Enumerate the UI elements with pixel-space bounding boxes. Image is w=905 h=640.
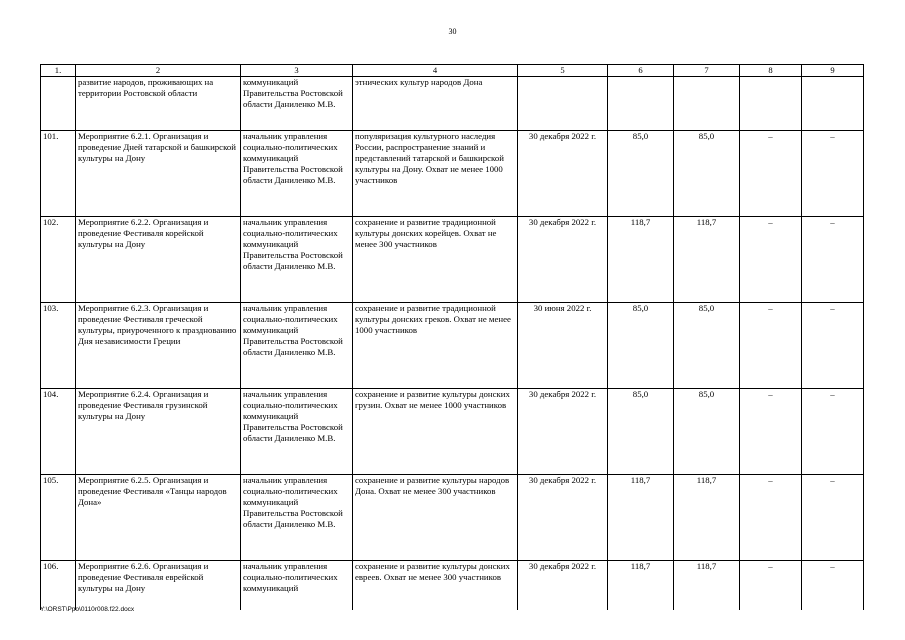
expected-result: сохранение и развитие культуры донских евреев. Охват не менее 300 участников (353, 561, 518, 621)
responsible-person: начальник управления социально-политических коммуникаций Правительства Ростовской области Даниленко М.В. (241, 475, 353, 561)
page-number: 30 (448, 27, 457, 36)
responsible-person: начальник управления социально-политических коммуникаций Правительства Ростовской области Даниленко М.В. (241, 131, 353, 217)
responsible-person: начальник управления социально-политических коммуникаций Правительства Ростовской области Даниленко М.В. (241, 389, 353, 475)
row-number: 106. (41, 561, 76, 621)
column-header-5: 5 (518, 65, 608, 77)
continuation-responsible-cell: коммуникаций Правительства Ростовской области Даниленко М.В. (241, 77, 353, 131)
value-col9: – (802, 389, 864, 475)
value-col7: 85,0 (674, 303, 740, 389)
expected-result: популяризация культурного наследия России, распространение знаний и представлений татарской и башкирской культуры на Дону. Охват не менее 1000 участников (353, 131, 518, 217)
continuation-name-cell: развитие народов, проживающих на территории Ростовской области (76, 77, 241, 131)
plan-table (40, 64, 864, 621)
responsible-person: начальник управления социально-политических коммуникаций Правительства Ростовской области Даниленко М.В. (241, 303, 353, 389)
deadline-date: 30 июня 2022 г. (518, 303, 608, 389)
value-col8: – (740, 561, 802, 621)
value-col9: – (802, 561, 864, 621)
deadline-date: 30 декабря 2022 г. (518, 131, 608, 217)
value-col8: – (740, 475, 802, 561)
value-col8: – (740, 131, 802, 217)
responsible-person: начальник управления социально-политических коммуникаций (241, 561, 353, 621)
row-number: 103. (41, 303, 76, 389)
continuation-value7-cell (674, 77, 740, 131)
continuation-row (41, 77, 864, 131)
page-bottom-margin (0, 610, 905, 640)
value-col6: 118,7 (608, 561, 674, 621)
continuation-result-cell: этнических культур народов Дона (353, 77, 518, 131)
column-header-8: 8 (740, 65, 802, 77)
column-header-7: 7 (674, 65, 740, 77)
expected-result: сохранение и развитие культуры народов Дона. Охват не менее 300 участников (353, 475, 518, 561)
deadline-date: 30 декабря 2022 г. (518, 475, 608, 561)
value-col6: 85,0 (608, 303, 674, 389)
value-col6: 85,0 (608, 131, 674, 217)
value-col7: 118,7 (674, 561, 740, 621)
column-header-2: 2 (76, 65, 241, 77)
value-col8: – (740, 217, 802, 303)
value-col9: – (802, 131, 864, 217)
value-col7: 118,7 (674, 475, 740, 561)
value-col6: 118,7 (608, 217, 674, 303)
column-header-3: 3 (241, 65, 353, 77)
column-header-9: 9 (802, 65, 864, 77)
deadline-date: 30 декабря 2022 г. (518, 389, 608, 475)
continuation-num-cell (41, 77, 76, 131)
deadline-date: 30 декабря 2022 г. (518, 561, 608, 621)
table-row (41, 389, 864, 475)
value-col7: 118,7 (674, 217, 740, 303)
event-name: Мероприятие 6.2.3. Организация и проведение Фестиваля греческой культуры, приуроченного к празднованию Дня независимости Греции (76, 303, 241, 389)
table-row (41, 475, 864, 561)
continuation-value6-cell (608, 77, 674, 131)
event-name: Мероприятие 6.2.5. Организация и проведение Фестиваля «Танцы народов Дона» (76, 475, 241, 561)
expected-result: сохранение и развитие культуры донских грузин. Охват не менее 1000 участников (353, 389, 518, 475)
value-col8: – (740, 389, 802, 475)
column-header-1: 1. (41, 65, 76, 77)
continuation-value9-cell (802, 77, 864, 131)
expected-result: сохранение и развитие традиционной культуры донских корейцев. Охват не менее 300 участников (353, 217, 518, 303)
value-col7: 85,0 (674, 131, 740, 217)
table-row (41, 217, 864, 303)
column-header-6: 6 (608, 65, 674, 77)
responsible-person: начальник управления социально-политических коммуникаций Правительства Ростовской области Даниленко М.В. (241, 217, 353, 303)
continuation-value8-cell (740, 77, 802, 131)
table-row (41, 303, 864, 389)
row-number: 102. (41, 217, 76, 303)
continuation-date-cell (518, 77, 608, 131)
row-number: 104. (41, 389, 76, 475)
column-header-4: 4 (353, 65, 518, 77)
value-col8: – (740, 303, 802, 389)
deadline-date: 30 декабря 2022 г. (518, 217, 608, 303)
expected-result: сохранение и развитие традиционной культуры донских греков. Охват не менее 1000 участников (353, 303, 518, 389)
value-col9: – (802, 217, 864, 303)
event-name: Мероприятие 6.2.4. Организация и проведение Фестиваля грузинской культуры на Дону (76, 389, 241, 475)
value-col9: – (802, 475, 864, 561)
footer-file-path: Y:\ORST\Ppo\0110r008.f22.docx (40, 606, 135, 613)
value-col7: 85,0 (674, 389, 740, 475)
row-number: 101. (41, 131, 76, 217)
value-col6: 85,0 (608, 389, 674, 475)
table-row (41, 131, 864, 217)
event-name: Мероприятие 6.2.2. Организация и проведение Фестиваля корейской культуры на Дону (76, 217, 241, 303)
row-number: 105. (41, 475, 76, 561)
event-name: Мероприятие 6.2.6. Организация и проведение Фестиваля еврейской культуры на Дону (76, 561, 241, 621)
value-col6: 118,7 (608, 475, 674, 561)
event-name: Мероприятие 6.2.1. Организация и проведение Дней татарской и башкирской культуры на Дону (76, 131, 241, 217)
header-row (41, 65, 864, 77)
value-col9: – (802, 303, 864, 389)
